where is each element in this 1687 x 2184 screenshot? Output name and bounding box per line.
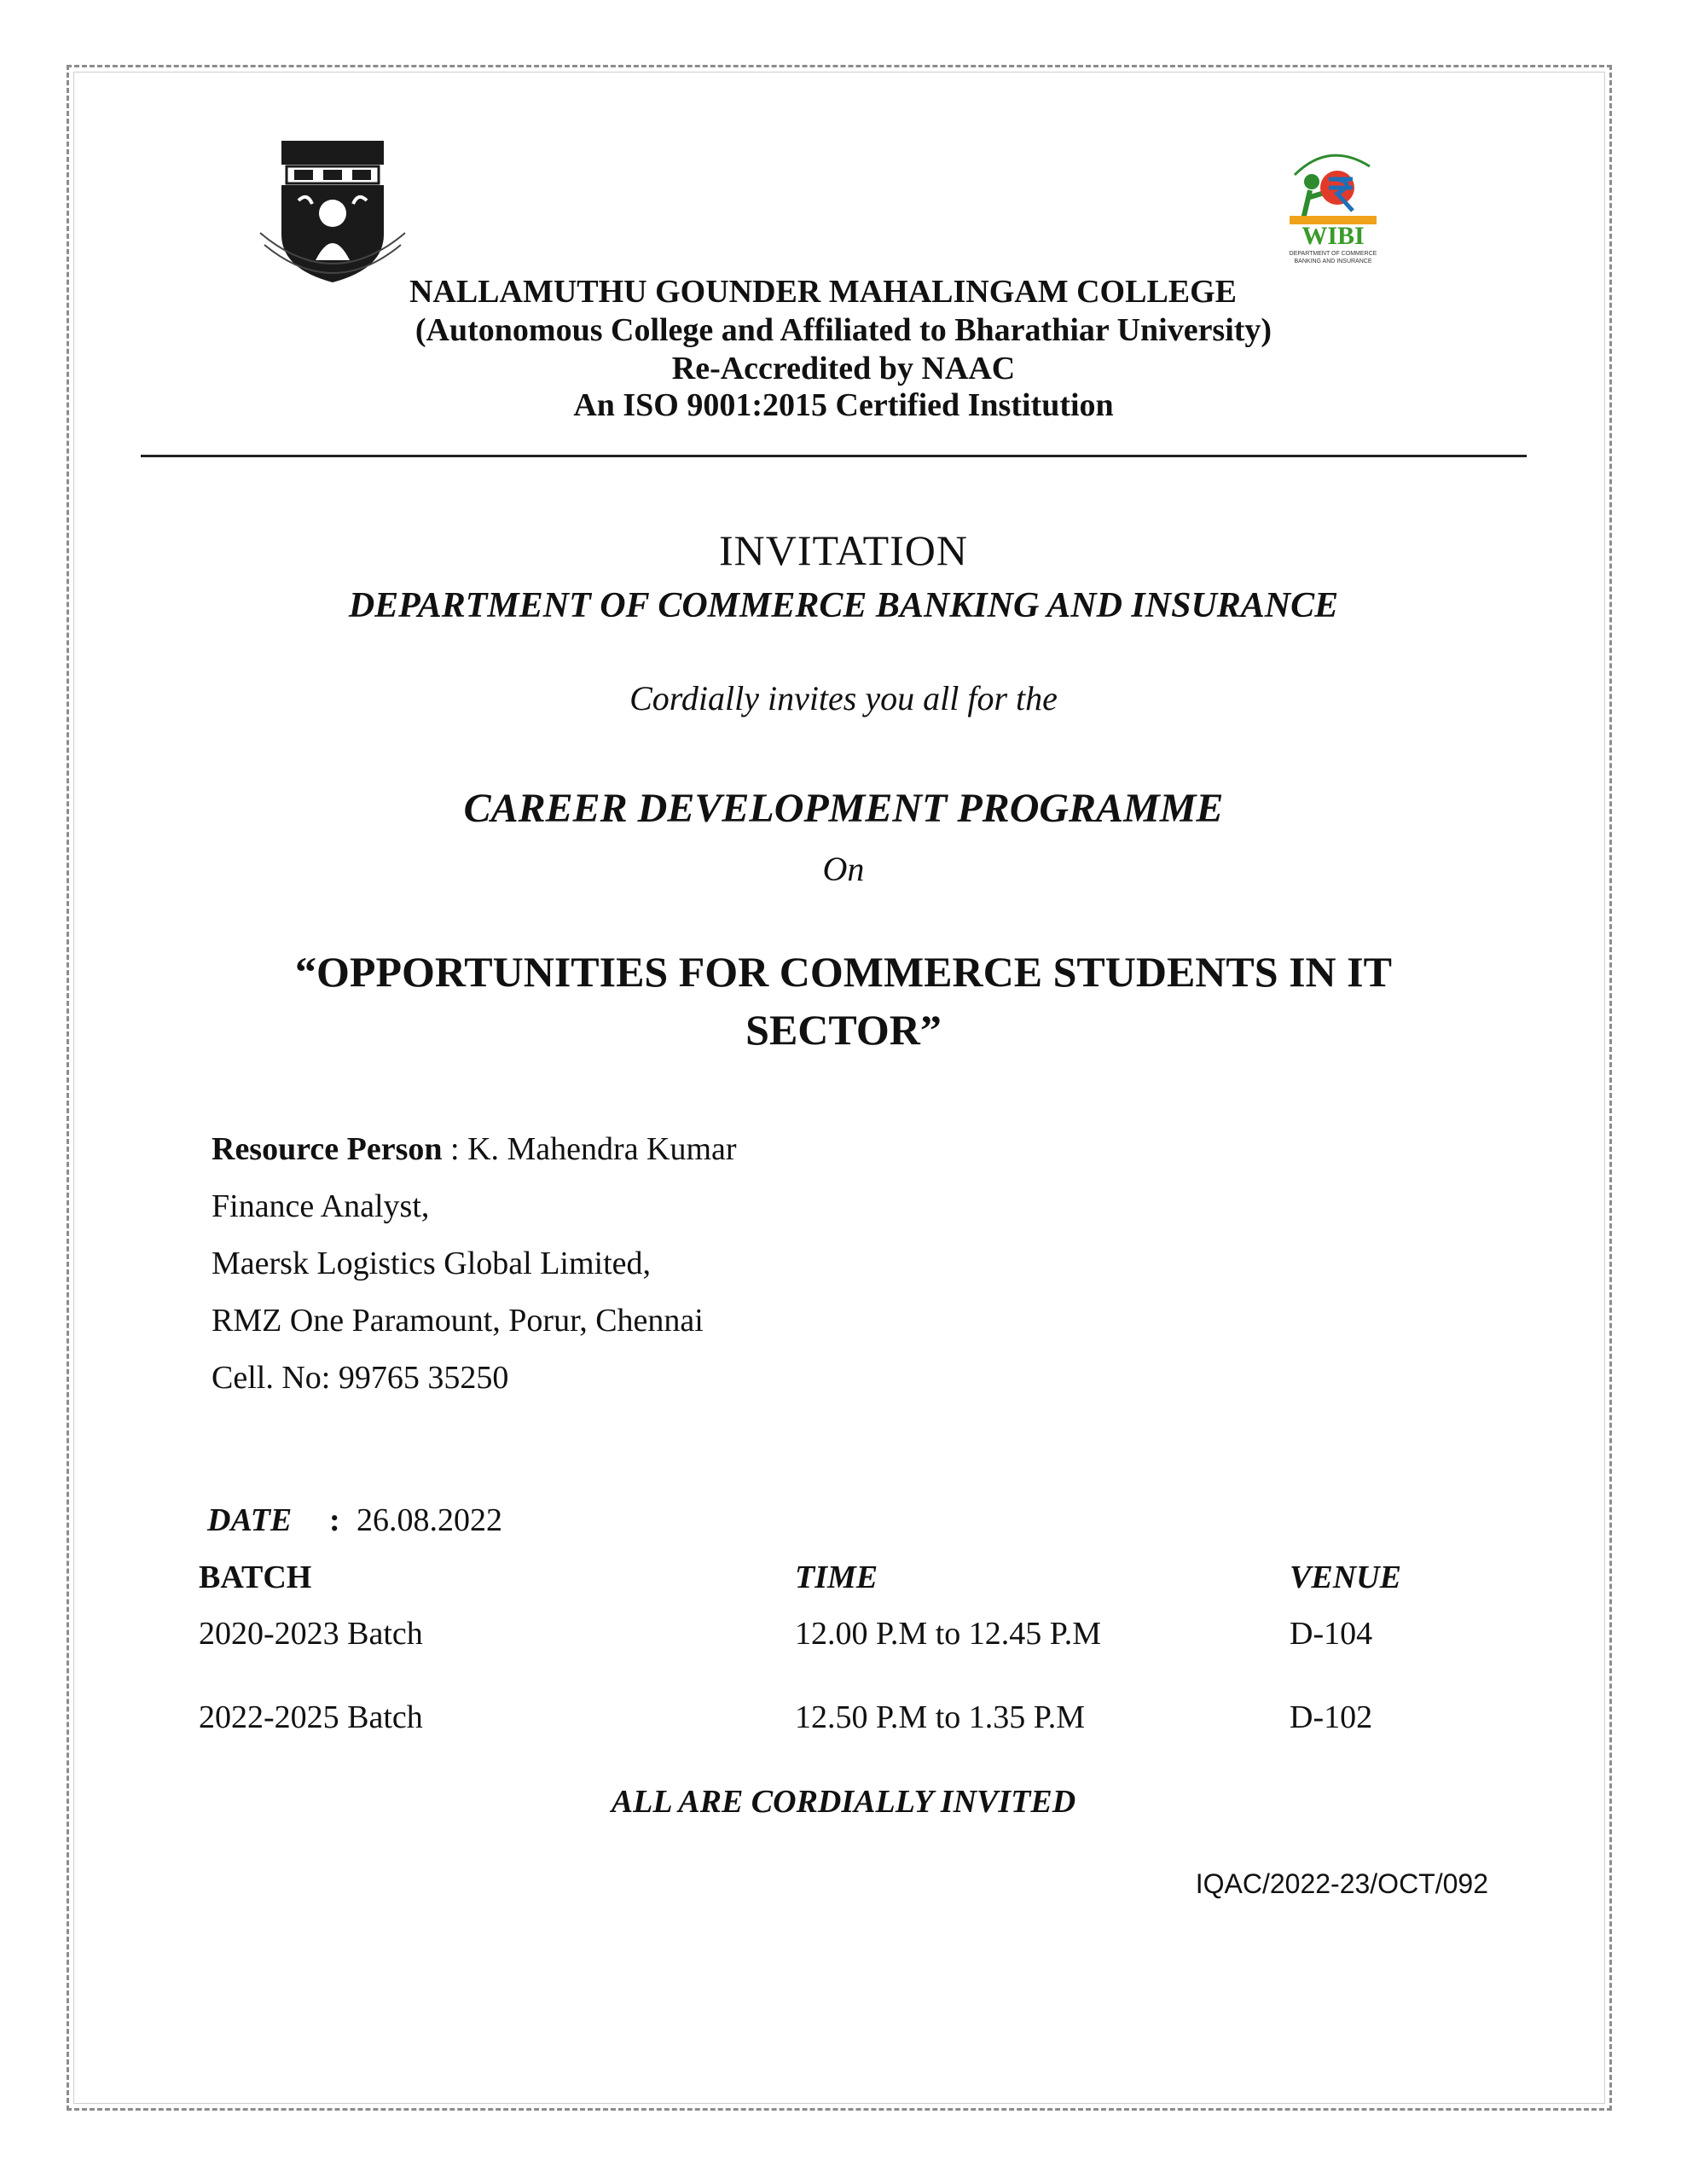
college-name: NALLAMUTHU GOUNDER MAHALINGAM COLLEGE — [409, 274, 1238, 310]
date-colon: : — [329, 1502, 340, 1538]
wibi-logo-subtitle: DEPARTMENT OF COMMERCE BANKING AND INSURANCE — [1289, 251, 1377, 264]
programme-on: On — [822, 850, 865, 888]
table-header-time: TIME — [795, 1560, 878, 1595]
resource-person — [212, 1130, 737, 1168]
department-name: DEPARTMENT OF COMMERCE BANKING AND INSURANCE — [348, 586, 1339, 625]
invitation-heading: INVITATION — [718, 526, 969, 574]
reference-number: IQAC/2022-23/OCT/092 — [1195, 1868, 1488, 1899]
date-value: 26.08.2022 — [357, 1502, 502, 1538]
invite-line: Cordially invites you all for the — [629, 679, 1058, 717]
college-accreditation: Re-Accredited by NAAC — [671, 351, 1016, 386]
header-divider — [141, 455, 1527, 457]
table-row-2-venue: D-102 — [1290, 1699, 1373, 1735]
date-label: DATE — [207, 1502, 293, 1538]
table-header-batch: BATCH — [199, 1560, 312, 1595]
resource-designation: Finance Analyst, — [212, 1188, 430, 1224]
topic-line-2: SECTOR” — [745, 1006, 942, 1054]
college-affiliation: (Autonomous College and Affiliated to Bharathiar University) — [415, 312, 1272, 348]
table-row-2-time: 12.50 P.M to 1.35 P.M — [795, 1699, 1085, 1735]
resource-separator: : — [442, 1131, 468, 1167]
programme-title: CAREER DEVELOPMENT PROGRAMME — [463, 786, 1224, 831]
resource-company: Maersk Logistics Global Limited, — [212, 1246, 652, 1281]
college-certification: An ISO 9001:2015 Certified Institution — [573, 387, 1114, 423]
resource-address: RMZ One Paramount, Porur, Chennai — [212, 1303, 704, 1339]
table-row-1-batch: 2020-2023 Batch — [199, 1616, 423, 1652]
resource-cell: Cell. No: 99765 35250 — [212, 1360, 509, 1396]
table-row-2-batch: 2022-2025 Batch — [199, 1699, 423, 1735]
wibi-logo-title: WIBI — [1301, 222, 1365, 250]
table-header-venue: VENUE — [1290, 1560, 1401, 1595]
closing-line: ALL ARE CORDIALLY INVITED — [611, 1784, 1076, 1820]
resource-name: K. Mahendra Kumar — [467, 1131, 737, 1167]
table-row-1-time: 12.00 P.M to 12.45 P.M — [795, 1616, 1101, 1652]
topic-line-1: “OPPORTUNITIES FOR COMMERCE STUDENTS IN IT — [295, 948, 1392, 996]
table-row-1-venue: D-104 — [1290, 1616, 1373, 1652]
resource-label: Resource Person — [212, 1131, 443, 1167]
